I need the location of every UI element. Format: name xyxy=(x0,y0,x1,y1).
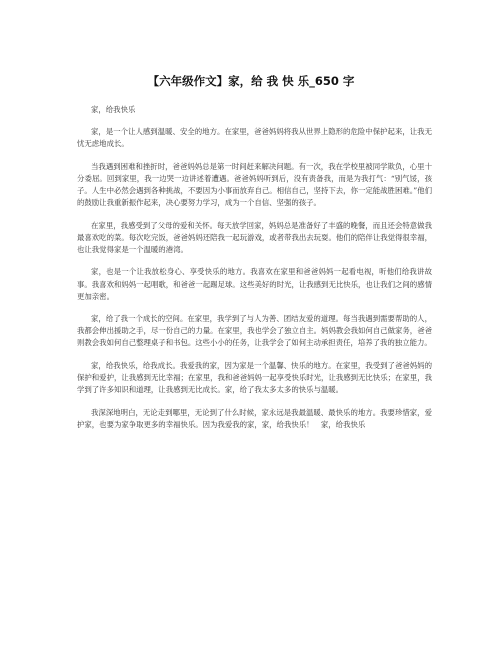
paragraph: 家，也是一个让我放松身心、享受快乐的地方。我喜欢在家里和爸爸妈妈一起看电视，听他们给我讲故事。我喜欢和妈妈一起唱歌，和爸爸一起踢足球。这些美好的时光，让我感到无比快乐，也让我们之间的感情更加亲密。 xyxy=(77,267,432,301)
paragraph: 在家里，我感受到了父母的爱和关怀。每天放学回家，妈妈总是准备好了丰盛的晚餐，而且还会特意做我最喜欢吃的菜。每次吃完饭，爸爸妈妈还陪我一起玩游戏，或者带我出去玩耍。他们的陪伴让我觉得很幸福，也让我觉得家是一个温暖的港湾。 xyxy=(77,220,432,254)
paragraph: 家，给我快乐，给我成长。我爱我的家，因为家是一个温馨、快乐的地方。在家里，我受到了爸爸妈妈的保护和爱护，让我感到无比幸福；在家里，我和爸爸妈妈一起享受快乐时光，让我感到无比快乐；在家里，我学到了许多知识和道理，让我感到无比成长。家，给了我太多太多的快乐与温暖。 xyxy=(77,361,432,395)
paragraph: 当我遇到困难和挫折时，爸爸妈妈总是第一时间赶来解决问题。有一次，我在学校里被同学欺负，心里十分委屈。回到家里，我一边哭一边讲述着遭遇。爸爸妈妈听到后，没有责备我，而是为我打气：“别气馁，孩子。人生中必然会遇到各种挑战，不要因为小事而放弃自己。相信自己，坚持下去，你一定能战胜困难。”他们的鼓励让我重新振作起来，决心要努力学习，成为一个自信、坚强的孩子。 xyxy=(77,161,432,208)
paragraph: 我深深地明白，无论走到哪里，无论到了什么时候，家永远是我最温暖、最快乐的地方。我要珍惜家，爱护家，也要为家争取更多的幸福快乐。因为我爱我的家，家，给我快乐！ 家，给我快乐 xyxy=(77,407,432,429)
document-body xyxy=(77,104,432,441)
paragraph-subtitle: 家，给我快乐 xyxy=(91,105,136,114)
paragraph: 家，是一个让人感到温暖、安全的地方。在家里，爸爸妈妈将我从世界上隐形的危险中保护起来，让我无忧无虑地成长。 xyxy=(77,127,432,149)
document-title: 【六年级作文】家，给 我 快 乐_650 字 xyxy=(147,74,355,88)
paragraph: 家，给了我一个成长的空间。在家里，我学到了与人为善、团结友爱的道理。每当我遇到需要帮助的人，我都会伸出援助之手，尽一份自己的力量。在家里，我也学会了独立自主。妈妈教会我如何自己做家务，爸爸则教会我如何自己整理桌子和书包。这些小小的任务，让我学会了如何主动承担责任，培养了我的独立能力。 xyxy=(77,314,432,348)
